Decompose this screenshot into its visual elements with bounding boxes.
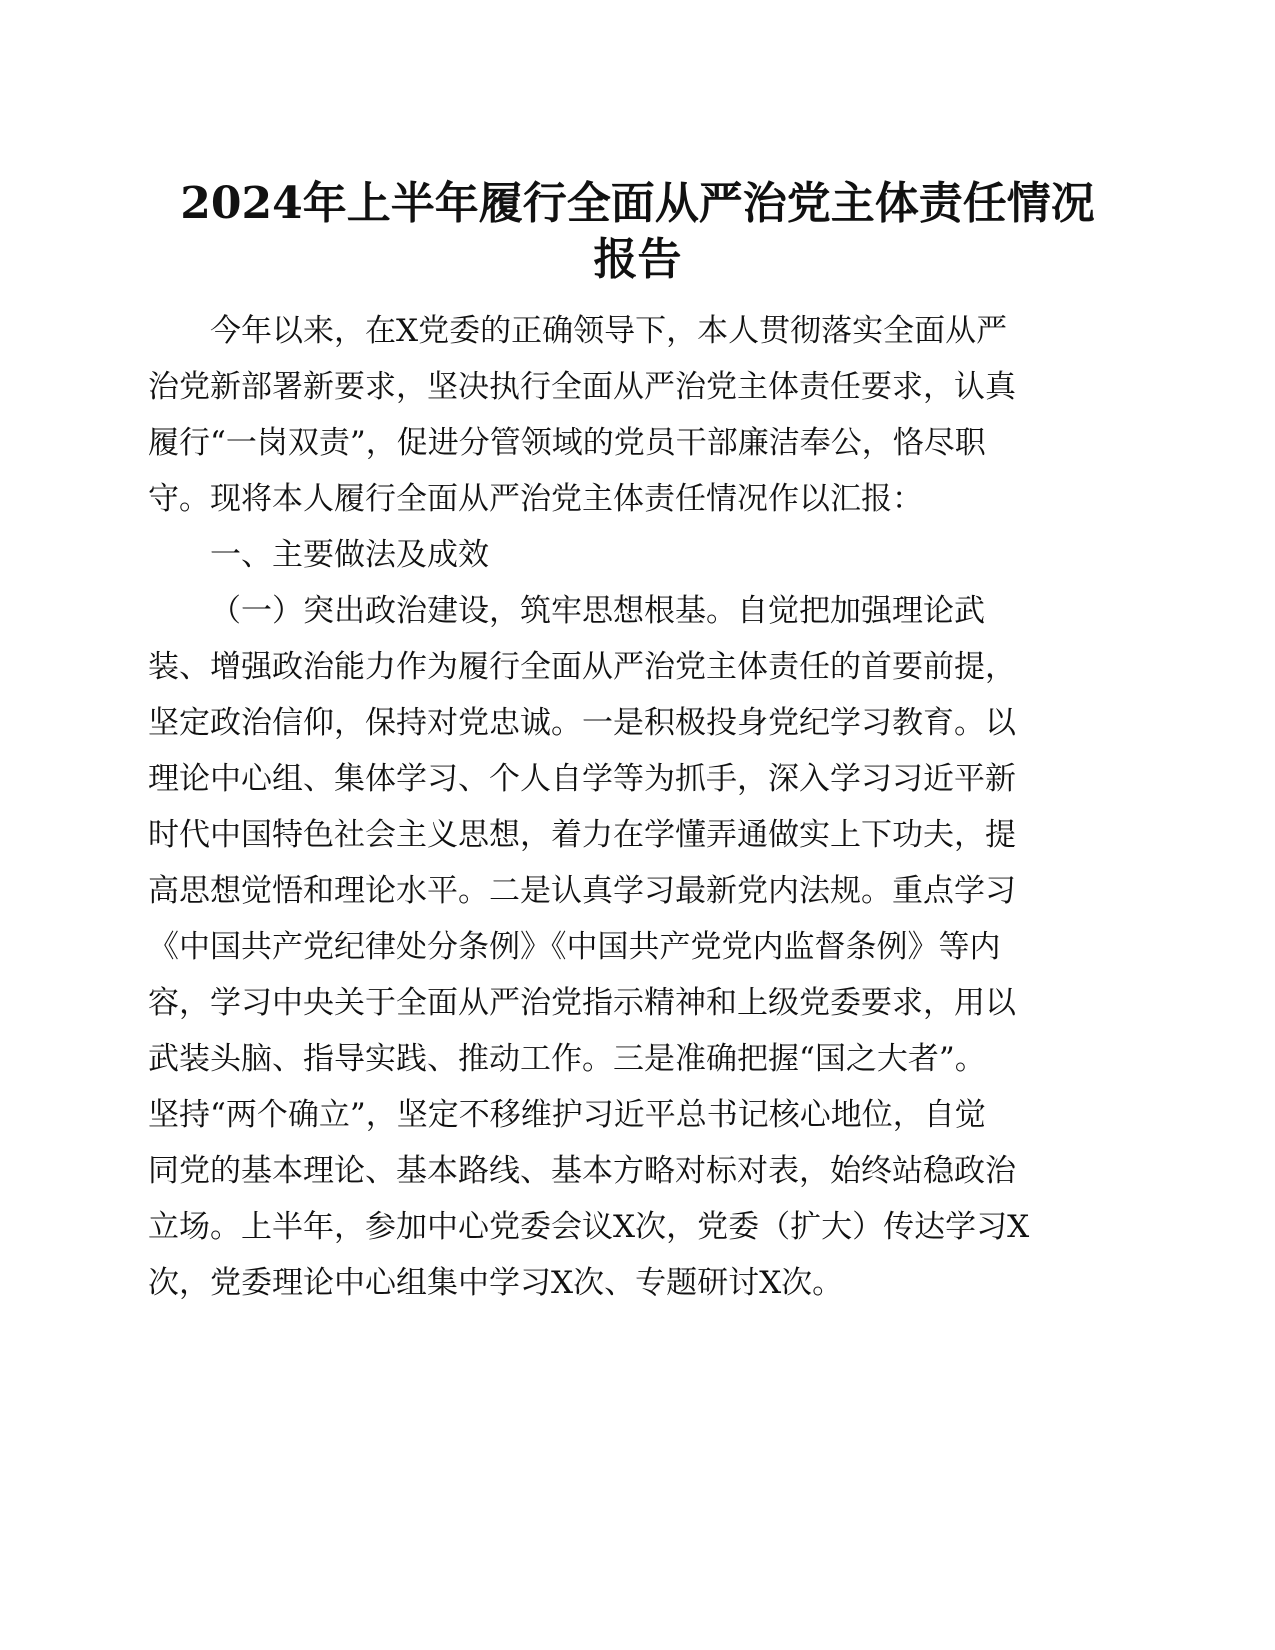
body-paragraph-line: 容，学习中央关于全面从严治党指示精神和上级党委要求，用以	[148, 985, 1016, 1021]
intro-paragraph-line: 履行“一岗双责”，促进分管领域的党员干部廉洁奉公，恪尽职	[148, 425, 986, 461]
body-paragraph-line: 立场。上半年，参加中心党委会议X次，党委（扩大）传达学习X	[148, 1209, 1030, 1245]
body-paragraph-line: 装、增强政治能力作为履行全面从严治党主体责任的首要前提，	[148, 649, 1016, 685]
body-paragraph-line: （一）突出政治建设，筑牢思想根基。自觉把加强理论武	[210, 593, 985, 629]
document-title-line-2: 报告	[593, 234, 682, 285]
body-paragraph-line: 高思想觉悟和理论水平。二是认真学习最新党内法规。重点学习	[148, 873, 1016, 909]
body-paragraph-line: 同党的基本理论、基本路线、基本方略对标对表，始终站稳政治	[148, 1153, 1016, 1189]
body-paragraph-line: 坚持“两个确立”，坚定不移维护习近平总书记核心地位，自觉	[148, 1097, 986, 1133]
section-heading: 一、主要做法及成效	[210, 537, 489, 573]
body-paragraph-line: 《中国共产党纪律处分条例》《中国共产党党内监督条例》等内	[148, 929, 1001, 965]
body-paragraph-line: 理论中心组、集体学习、个人自学等为抓手，深入学习习近平新	[148, 761, 1016, 797]
intro-paragraph-line: 治党新部署新要求，坚决执行全面从严治党主体责任要求，认真	[148, 369, 1016, 405]
intro-paragraph-line: 守。现将本人履行全面从严治党主体责任情况作以汇报：	[148, 481, 923, 517]
body-paragraph-line: 时代中国特色社会主义思想，着力在学懂弄通做实上下功夫，提	[148, 817, 1016, 853]
body-paragraph-line: 次，党委理论中心组集中学习X次、专题研讨X次。	[148, 1265, 844, 1301]
document-title-line-1: 2024年上半年履行全面从严治党主体责任情况	[180, 178, 1095, 229]
body-paragraph-line: 坚定政治信仰，保持对党忠诚。一是积极投身党纪学习教育。以	[148, 705, 1016, 741]
body-paragraph-line: 武装头脑、指导实践、推动工作。三是准确把握“国之大者”。	[148, 1041, 986, 1077]
intro-paragraph-line: 今年以来，在X党委的正确领导下，本人贯彻落实全面从严	[210, 313, 1008, 349]
